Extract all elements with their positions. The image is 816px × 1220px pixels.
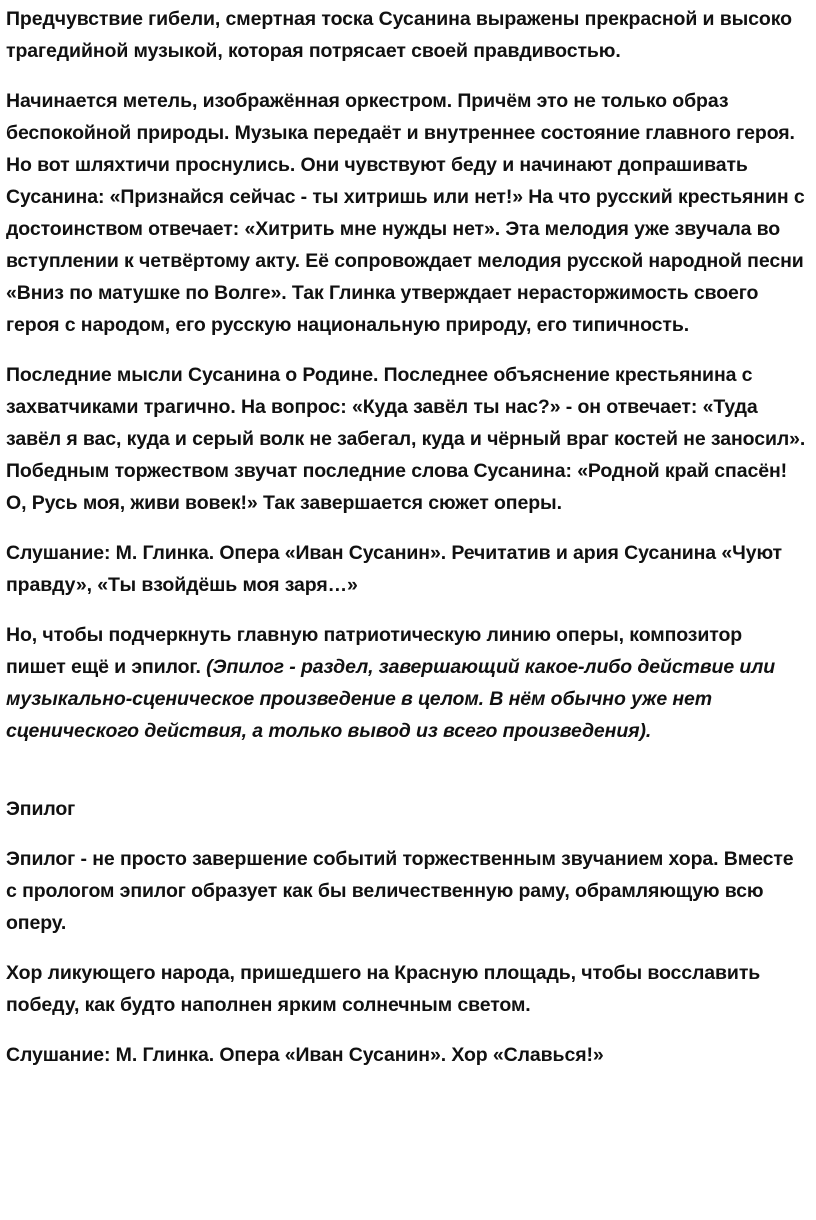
paragraph-listening-choir: Слушание: М. Глинка. Опера «Иван Сусанин». Хор «Славься!»: [6, 1044, 604, 1066]
paragraph-listening-aria: Слушание: М. Глинка. Опера «Иван Сусанин». Речитатив и ария Сусанина «Чуют правду», «Ты взойдёшь моя заря…»: [6, 542, 782, 596]
epilog-intro-text: Но, чтобы подчеркнуть главную патриотическую линию оперы, композитор пишет ещё и эпилог.: [6, 624, 743, 678]
paragraph-epilog-intro: [6, 619, 806, 747]
paragraph-choir: Хор ликующего народа, пришедшего на Красную площадь, чтобы восславить победу, как будто наполнен ярким солнечным светом.: [6, 962, 761, 1016]
section-heading-epilog: Эпилог: [6, 798, 76, 820]
paragraph-last-thoughts: Последние мысли Сусанина о Родине. Последнее объяснение крестьянина с захватчиками трагично. На вопрос: «Куда завёл ты нас?» - он отвечает: «Туда завёл я вас, куда и серый волк не забегал, куда и чёрный враг костей не заносил». Победным торжеством звучат последние слова Сусанина: «Родной край спасён! О, Русь моя, живи вовек!» Так завершается сюжет оперы.: [6, 364, 806, 514]
paragraph-epilog-description: Эпилог - не просто завершение событий торжественным звучанием хора. Вместе с прологом эпилог образует как бы величественную раму, обрамляющую всю оперу.: [6, 848, 794, 934]
paragraph-foreboding: Предчувствие гибели, смертная тоска Сусанина выражены прекрасной и высоко трагедийной музыкой, которая потрясает своей правдивостью.: [6, 8, 792, 62]
paragraph-blizzard: Начинается метель, изображённая оркестром. Причём это не только образ беспокойной природы. Музыка передаёт и внутреннее состояние главного героя. Но вот шляхтичи проснулись. Они чувствуют беду и начинают допрашивать Сусанина: «Признайся сейчас - ты хитришь или нет!» На что русский крестьянин с достоинством отвечает: «Хитрить мне нужды нет». Эта мелодия уже звучала во вступлении к четвёртому акту. Её сопровождает мелодия русской народной песни «Вниз по матушке по Волге». Так Глинка утверждает нерасторжимость своего героя с народом, его русскую национальную природу, его типичность.: [6, 90, 805, 336]
epilog-definition-note: (Эпилог - раздел, завершающий какое-либо действие или музыкально-сценическое произведение в целом. В нём обычно уже нет сценического действия, а только вывод из всего произведения).: [6, 656, 776, 742]
